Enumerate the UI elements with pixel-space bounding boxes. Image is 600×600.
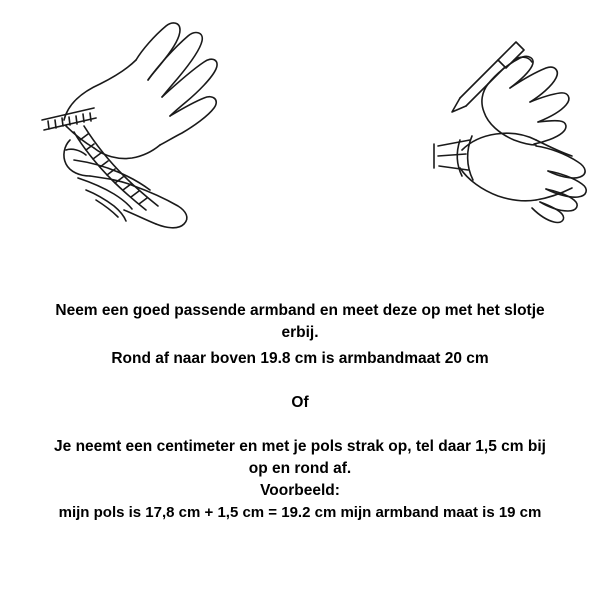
instructions-text-block xyxy=(0,300,600,523)
instruction-line-example: mijn pols is 17,8 cm + 1,5 cm = 19.2 cm mijn armband maat is 19 cm xyxy=(58,504,542,521)
instruction-line-5: Je neemt een centimeter en met je pols strak op, tel daar 1,5 cm bij xyxy=(54,438,546,455)
illustration-area xyxy=(0,0,600,270)
instruction-line-example-label: Voorbeeld: xyxy=(260,482,340,499)
instruction-line-6: op en rond af. xyxy=(248,460,352,477)
hand-measuring-bracelet-with-tape-icon xyxy=(8,0,288,270)
instruction-line-1: Neem een goed passende armband en meet deze op met het slotje xyxy=(55,302,545,319)
instruction-line-2: erbij. xyxy=(281,324,319,341)
hand-marking-tape-on-wrist-with-pen-icon xyxy=(310,0,590,270)
instruction-line-3: Rond af naar boven 19.8 cm is armbandmaat 20 cm xyxy=(111,350,489,367)
instruction-line-or: Of xyxy=(291,394,309,411)
